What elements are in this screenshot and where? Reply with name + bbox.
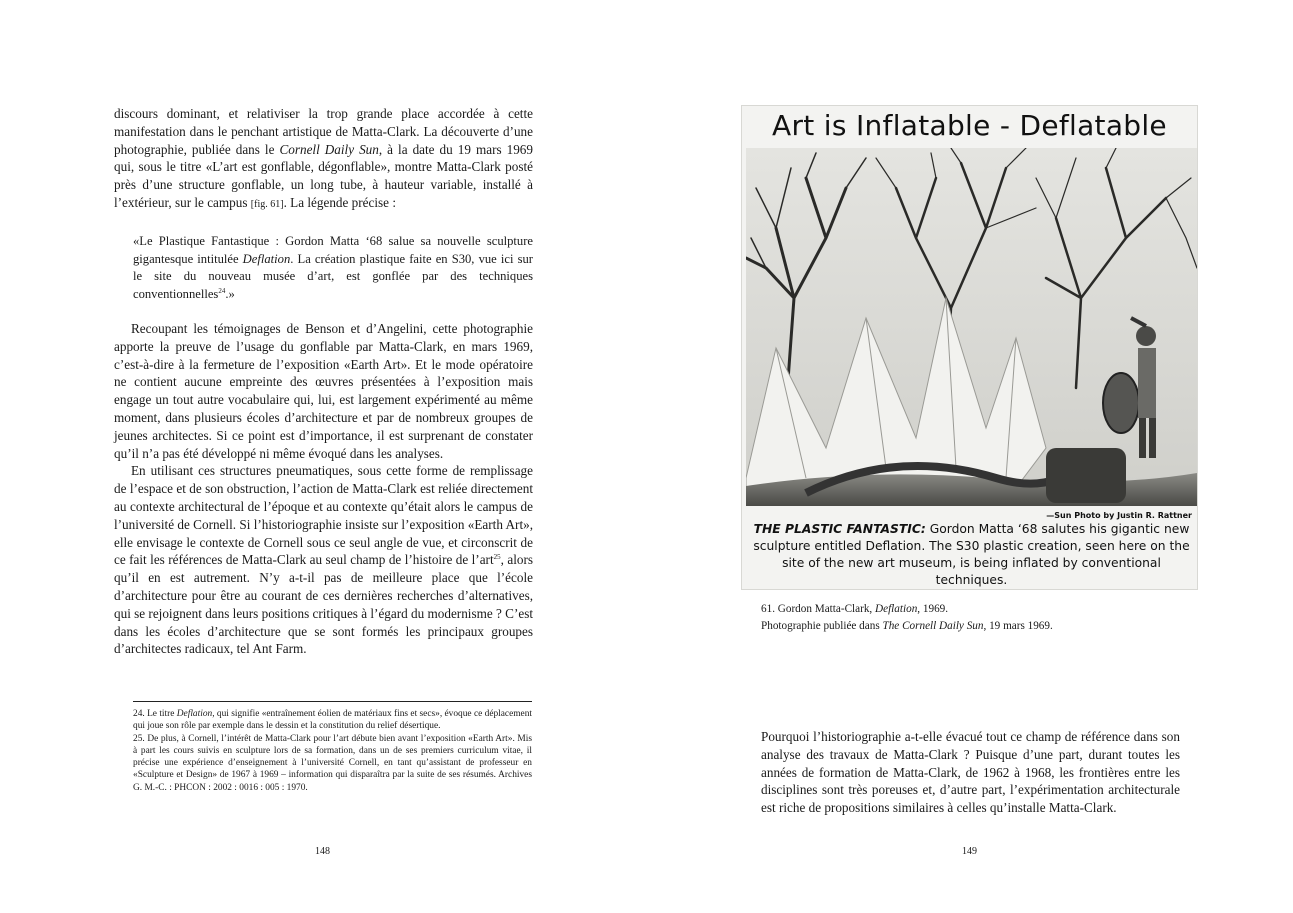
paragraph-1: discours dominant, et relativiser la trop grande place accordée à cette manifestation dans le penchant artistique de Matta-Clark. La découverte d’une photographie, publiée dans le Cornell Daily Sun, à la date du 19 mars 1969 qui, sous le titre «L’art est gonflable, dégonflable», montre Matta-Clark posté près d’une structure gonflable, un long tube, à hauteur variable, installé à l’extérieur, sur le campus [fig. 61]. La légende précise : bbox=[114, 106, 533, 210]
footnotes bbox=[133, 701, 532, 794]
paragraph-3: En utilisant ces structures pneumatiques, sous cette forme de remplissage de l’espace et de son obstruction, l’action de Matta-Clark est reliée directement au contexte architectural de l’époque et au contexte qu’était alors le campus de l’université de Cornell. Si l’historiographie insiste sur l’exposition «Earth Art», elle envisage le contexte de Cornell sous ce seul angle de vue, et circonscrit de ce fait les références de Matta-Clark au seul champ de l’histoire de l’art$^{25}$, alors qu’il en est autrement. N’y a-t-il pas de meilleure place que l’école d’architecture pour être au courant de ces dernières recherches d’alternatives, qui se rejoignent dans leurs positions critiques à l’égard du modernisme ? C’est dans les écoles d’architecture que se sont formés les principaux groupes d’architectes radicaux, tel Ant Farm. bbox=[114, 463, 533, 657]
left-page bbox=[0, 0, 646, 913]
block-quote: «Le Plastique Fantastique : Gordon Matta ‘68 salue sa nouvelle sculpture gigantesque intitulée Deflation. La création plastique faite en S30, vue ici sur le site du nouveau musée d’art, est gonflée par des techniques conventionnelles$^{24}$.» bbox=[133, 234, 533, 301]
paragraph-2: Recoupant les témoignages de Benson et d’Angelini, cette photographie apporte la preuve de l’usage du gonflable par Matta-Clark, en mars 1969, c’est-à-dire à la fermeture de l’exposition «Earth Art». Et le mode opératoire ne contient aucune empreinte des œuvres présentées à l’exposition mais engage un tout autre vocabulaire qui, lui, est largement expérimenté au même moment, dans plusieurs écoles d’architecture et par de nombreux groupes de jeunes architectes. Si ce point est d’importance, il est surprenant de constater qu’il n’a pas été développé ni même évoqué dans les analyses. bbox=[114, 321, 533, 461]
right-paragraph: Pourquoi l’historiographie a-t-elle évacué tout ce champ de référence dans son analyse des travaux de Matta-Clark ? Puisque d’une part, durant toutes les années de formation de Matta-Clark, de 1962 à 1968, les frontières entre les disciplines sont très poreuses et, d’autre part, l’expérimentation architecturale est riche de propositions similaires à celles qu’installe Matta-Clark. bbox=[761, 729, 1180, 816]
right-page bbox=[646, 0, 1293, 913]
figure-caption-line-2: Photographie publiée dans The Cornell Daily Sun, 19 mars 1969. bbox=[761, 620, 1053, 632]
footnote-marker-25: 25 bbox=[493, 553, 501, 562]
figure-caption bbox=[761, 601, 1053, 635]
footnote-25: 25. De plus, à Cornell, l’intérêt de Matta-Clark pour l’art débute bien avant l’exposition «Earth Art». Mis à part les cours suivis en sculpture lors de sa formation, dans un de ses premiers curriculum vitae, il précise une expérience d’enseignement à l’université Cornell, en tant qu’assistant de professeur en «Sculpture et Design» de 1967 à 1969 – information qui disparaîtra par la suite de ses résumés. Archives G. M.-C. : PHCON : 2002 : 0016 : 005 : 1970. bbox=[133, 733, 532, 793]
newspaper-clipping bbox=[741, 105, 1198, 590]
footnote-24: 24. Le titre Deflation, qui signifie «entraînement éolien de matériaux fins et secs», évoque ce déplacement qui joue son rôle par exemple dans le dessin et la constitution du relief désertique. bbox=[133, 709, 532, 732]
clipping-headline: Art is Inflatable - Deflatable bbox=[772, 109, 1167, 142]
main-text-block-bottom bbox=[114, 320, 533, 658]
page-number-left: 148 bbox=[315, 846, 330, 857]
footnote-marker-24: 24 bbox=[218, 286, 226, 295]
figure-reference: [fig. 61] bbox=[250, 198, 284, 210]
figure-caption-line-1: 61. Gordon Matta-Clark, Deflation, 1969. bbox=[761, 603, 949, 615]
clipping-caption: THE PLASTIC FANTASTIC: Gordon Matta ‘68 salutes his gigantic new sculpture entitled Deflation. The S30 plastic creation, seen here on the site of the new art museum, is being inflated by conventional techniques. bbox=[753, 522, 1190, 587]
page-number-right: 149 bbox=[962, 846, 977, 857]
photo-credit: —Sun Photo by Justin R. Rattner bbox=[1046, 511, 1192, 520]
main-text-block-top bbox=[114, 105, 533, 214]
